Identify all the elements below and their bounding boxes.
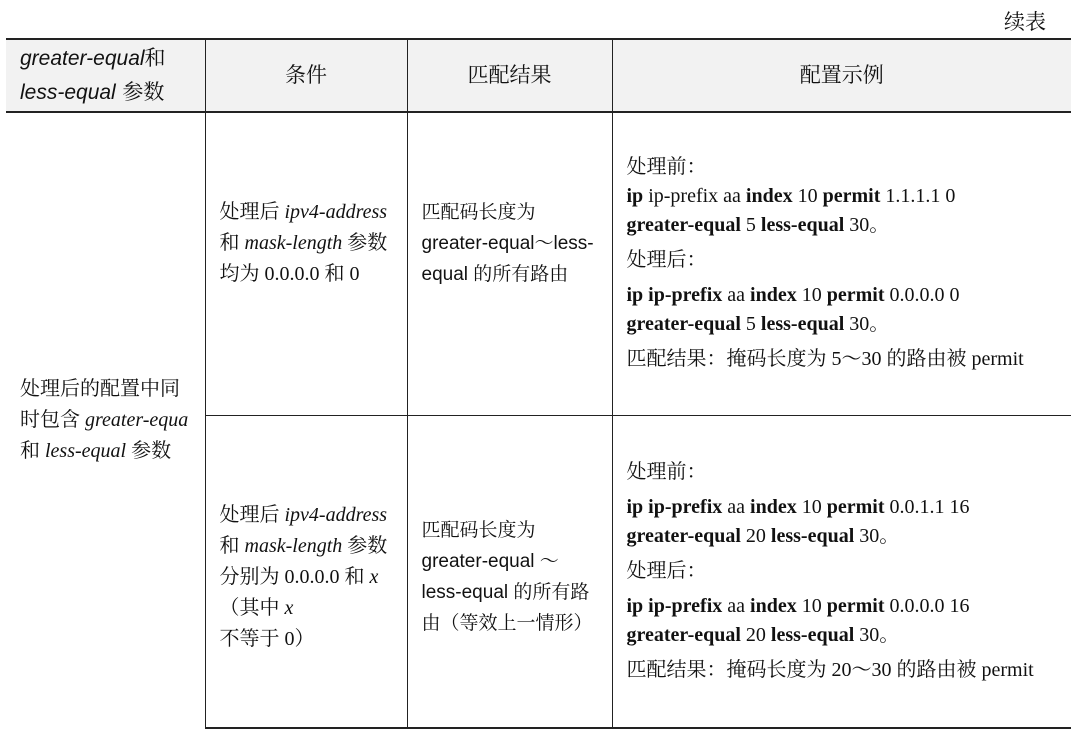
header-param: greater-equal和 less-equal 参数	[6, 39, 205, 112]
continued-label: 续表	[1004, 10, 1046, 34]
match-result-cell: 匹配码长度为 greater-equal～less-equal 的所有路由	[407, 112, 612, 415]
match-result-text: 匹配结果：掩码长度为 5～30 的路由被 permit	[626, 348, 1024, 371]
header-match-result: 匹配结果	[407, 39, 612, 112]
config-command: ip ip-prefix aa index 10 permit 0.0.0.0 0	[626, 284, 960, 307]
merged-param-cell: 处理后的配置中同时包含 greater-equa 和 less-equal 参数	[6, 112, 205, 728]
config-example-cell	[612, 112, 1071, 415]
header-config-example: 配置示例	[612, 39, 1071, 112]
after-label: 处理后：	[626, 559, 707, 582]
config-command-cont: greater-equal 20 less-equal 30。	[626, 524, 900, 547]
config-command: ip ip-prefix aa index 10 permit 1.1.1.1 0	[626, 185, 956, 208]
before-label: 处理前：	[626, 460, 707, 483]
after-label: 处理后：	[626, 249, 707, 272]
config-command: ip ip-prefix aa index 10 permit 0.0.0.0 16	[626, 594, 970, 617]
header-row	[6, 39, 1071, 112]
header-condition: 条件	[205, 39, 407, 112]
config-command-cont: greater-equal 5 less-equal 30。	[626, 313, 890, 336]
table-row	[6, 112, 1071, 415]
config-example-cell	[612, 415, 1071, 728]
match-result-text: 匹配结果：掩码长度为 20～30 的路由被 permit	[626, 658, 1034, 681]
config-command: ip ip-prefix aa index 10 permit 0.0.1.1 16	[626, 495, 970, 518]
condition-cell: 处理后 ipv4-address 和 mask-length 参数均为 0.0.0.0 和 0	[205, 112, 407, 415]
condition-cell: 处理后 ipv4-address 和 mask-length 参数分别为 0.0.0.0 和 x（其中 x 不等于 0）	[205, 415, 407, 728]
config-command-cont: greater-equal 20 less-equal 30。	[626, 623, 900, 646]
config-command-cont: greater-equal 5 less-equal 30。	[626, 214, 890, 237]
config-table	[6, 38, 1071, 729]
before-label: 处理前：	[626, 156, 707, 179]
match-result-cell: 匹配码长度为 greater-equal ～ less-equal 的所有路由（等效上一情形）	[407, 415, 612, 728]
